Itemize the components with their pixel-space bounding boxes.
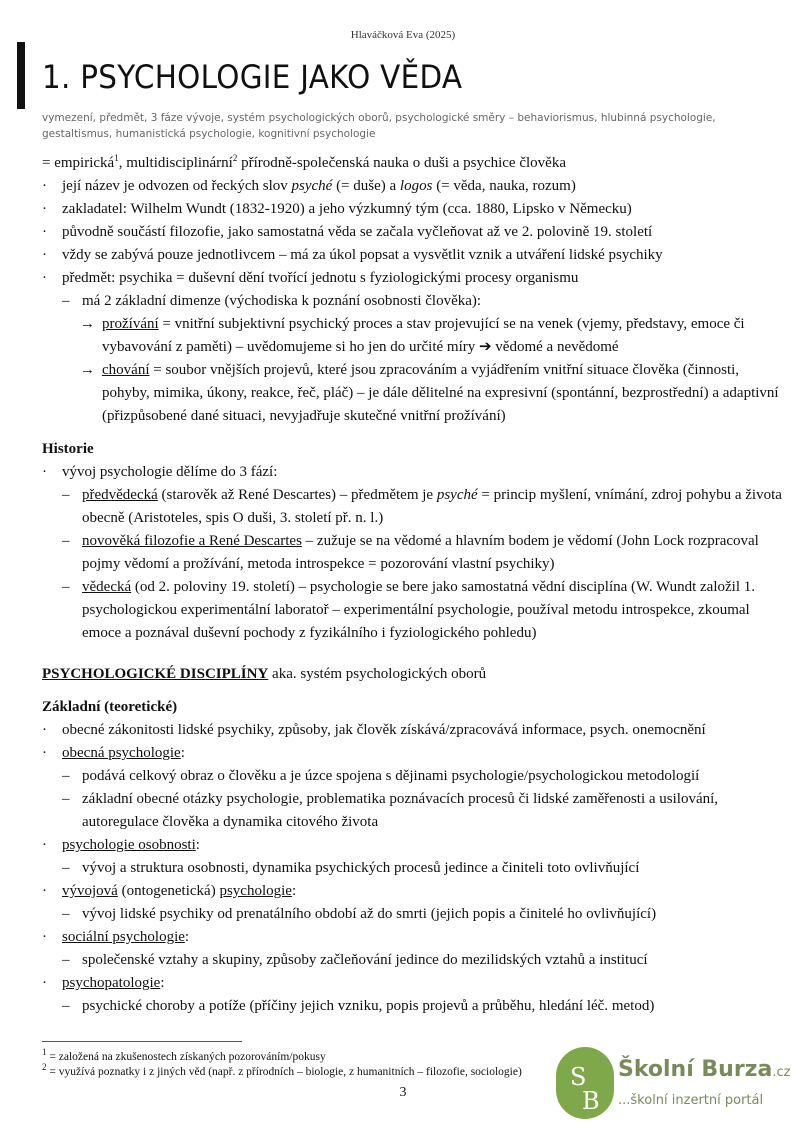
list-item: · obecná psychologie: (42, 745, 185, 761)
footnote-2: $^2$ = využívá poznatky i z jiných věd (např. z přírodních – biologie, z humanitních – filozofie, sociologie) (42, 1062, 522, 1078)
footnotes (42, 1047, 522, 1080)
section-heading-historie: Historie (42, 441, 94, 457)
list-subitem: – vývoj lidské psychiky od prenatálního období až do smrti (jejich popis a činitelé ho ovlivňující) (62, 906, 657, 922)
list-subitem: – podává celkový obraz o člověku a je úzce spojena s dějinami psychologie/psychologickou metodologií (62, 768, 700, 784)
list-item: · původně součástí filozofie, jako samostatná věda se začala vyčleňovat až ve 2. polovině 19. století (42, 224, 653, 240)
subtitle: vymezení, předmět, 3 fáze vývoje, systém psychologických oborů, psychologické směry – behaviorismus, hlubinná psychologie, gestaltismus, humanistická psychologie, kognitivní psychologie (42, 112, 716, 140)
list-subitem: – společenské vztahy a skupiny, způsoby začleňování jedince do mezilidských vztahů a institucí (62, 952, 648, 968)
svg-text:B: B (582, 1087, 600, 1115)
list-subitem: – má 2 základní dimenze (východiska k poznání osobnosti člověka): (62, 293, 482, 309)
list-subitem: – novověká filozofie a René Descartes – zužuje se na vědomé a hlavním bodem je vědomí (John Lock rozpracoval pojmy vědomí a prožívání, metoda introspekce = pozorování vlastní psychiky) (62, 533, 759, 572)
list-subitem: – základní obecné otázky psychologie, problematika poznávacích procesů či lidské zaměřenosti a usilování, autoregulace člověka a dynamika citového života (62, 791, 719, 830)
list-item: · sociální psychologie: (42, 929, 190, 945)
logo-name: Školní Burza.cz (618, 1057, 791, 1082)
list-item: · vývojová (ontogenetická) psychologie: (42, 883, 297, 899)
list-item: · předmět: psychika = duševní dění tvořící jednotu s fyziologickými procesy organismu (42, 270, 579, 286)
title-bar (17, 42, 25, 109)
logo-icon (556, 1047, 614, 1119)
page-title: 1. PSYCHOLOGIE JAKO VĚDA (42, 58, 463, 96)
intro-line: = empirická$^1$, multidisciplinární$^2$ přírodně-společenská nauka o duši a psychice člověka (42, 153, 566, 171)
list-subitem: – vědecká (od 2. poloviny 19. století) – psychologie se bere jako samostatná vědní disciplína (W. Wundt založil 1. psychologickou experimentální laboratoř – experimentální psychologie, používal metodu introspekce, zkoumal emoce a poznával duševní pochody z fyzikálního i fyziologického pohledu) (62, 579, 756, 641)
list-item: · vývoj psychologie dělíme do 3 fází: (42, 464, 278, 480)
svg-text:S: S (570, 1063, 587, 1091)
logo-tagline: ...školní inzertní portál (618, 1093, 764, 1108)
footnote-1: $^1$ = založená na zkušenostech získaných pozorováním/pokusy (42, 1047, 326, 1063)
list-subitem: – předvědecká (starověk až René Descartes) – předmětem je psyché = princip myšlení, vnímání, zdroj pohybu a života obecně (Aristoteles, spis O duši, 3. století př. n. l.) (62, 487, 782, 526)
subsection-heading-zakladni: Základní (teoretické) (42, 699, 178, 715)
content (42, 152, 782, 1018)
list-item: · psychologie osobnosti: (42, 837, 200, 853)
page-number: 3 (399, 1085, 407, 1100)
list-item: · psychopatologie: (42, 975, 165, 991)
section-heading-discipliny: PSYCHOLOGICKÉ DISCIPLÍNY aka. systém psychologických oborů (42, 666, 487, 682)
list-subitem: – vývoj a struktura osobnosti, dynamika psychických procesů jedince a činiteli toto ovlivňující (62, 860, 640, 876)
list-item: · její název je odvozen od řeckých slov psyché (= duše) a logos (= věda, nauka, rozum) (42, 178, 576, 194)
list-arrow-item: → prožívání = vnitřní subjektivní psychický proces a stav projevující se na venek (vjemy, představy, emoce či vybavování z paměti) – uvědomujeme si ho jen do určité míry ➔ vědomé a nevědomé (80, 316, 745, 355)
list-arrow-item: → chování = soubor vnějších projevů, které jsou zpracováním a vyjádřením vnitřní situace člověka (činnosti, pohyby, mimika, úkony, reakce, řeč, pláč) – je dále dělitelné na expresivní (spontánní, bezprostřední) a adaptivní (přizpůsobené dané situaci, nevyjadřuje skutečné vnitřní prožívání) (80, 362, 779, 424)
page-header: Hlaváčková Eva (2025) (350, 29, 456, 41)
list-subitem: – psychické choroby a potíže (příčiny jejich vzniku, popis projevů a průběhu, hledání léč. metod) (62, 998, 655, 1014)
footnote-divider (42, 1041, 242, 1042)
list-item: · obecné zákonitosti lidské psychiky, způsoby, jak člověk získává/zpracovává informace, psych. onemocnění (42, 722, 706, 738)
list-item: · vždy se zabývá pouze jednotlivcem – má za úkol popsat a vysvětlit vznik a utváření lidské psychiky (42, 247, 663, 263)
skolni-burza-watermark (556, 1047, 806, 1127)
list-item: · zakladatel: Wilhelm Wundt (1832-1920) a jeho výzkumný tým (cca. 1880, Lipsko v Německu) (42, 201, 632, 217)
